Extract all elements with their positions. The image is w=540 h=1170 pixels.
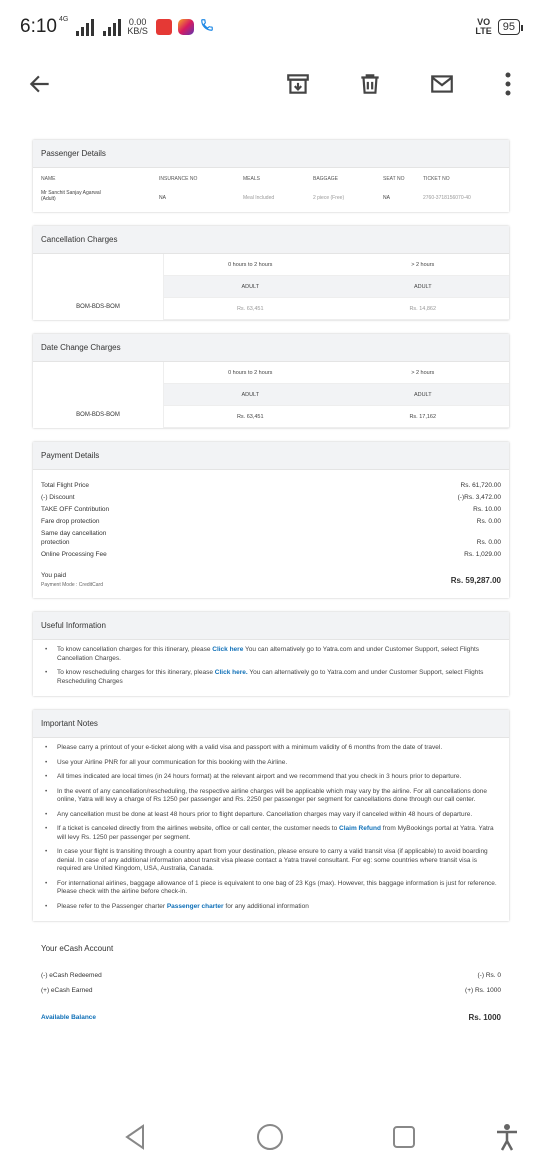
section-title: Payment Details (33, 442, 509, 470)
text: from MyBookings portal at Yatra. Yatra will levy Rs. 1250 per passenger per segment. (57, 825, 494, 841)
back-arrow-icon (27, 71, 53, 97)
square-recents-icon (392, 1125, 416, 1149)
back-button[interactable] (22, 66, 58, 102)
status-bar (0, 0, 540, 54)
signal-icon (76, 18, 121, 36)
cancellation-table (33, 254, 509, 320)
meals-value: Meal Included (243, 195, 275, 201)
col-name: NAME (41, 176, 56, 182)
ticket-value: 2760-3718156070-40 (423, 195, 471, 201)
pax-type-2: ADULT (413, 283, 432, 290)
total-paid: Rs. 59,287.00 (450, 576, 501, 585)
useful-information-card (33, 612, 509, 696)
pax-type-row (163, 276, 509, 298)
notes-list (33, 738, 509, 921)
charge-1: Rs. 63,451 (236, 305, 264, 312)
payment-row (33, 550, 509, 559)
baggage-value: 2 piece (Free) (313, 195, 345, 201)
row-label: (+) eCash Earned (41, 987, 93, 994)
window-2: > 2 hours (411, 369, 435, 376)
available-balance-row (33, 1013, 509, 1022)
useful-list (33, 640, 509, 696)
row-label: Fare drop protection (41, 518, 100, 525)
accessibility-icon (495, 1123, 519, 1151)
passenger-type: (Adult) (41, 196, 56, 202)
charge-2: Rs. 14,862 (409, 305, 437, 312)
col-insurance: INSURANCE NO (159, 176, 198, 182)
charge-1: Rs. 63,451 (236, 413, 264, 420)
triangle-back-icon (123, 1124, 147, 1150)
row-label: Same day cancellation protection (41, 530, 107, 546)
text: You can alternatively go to Yatra.com and under Customer Support, select Flights Rescheduling Charges (57, 669, 484, 685)
col-seat: SEAT NO (383, 176, 405, 182)
list-item (45, 903, 501, 912)
section-title: Important Notes (33, 710, 509, 738)
text: If a ticket is canceled directly from the airlines website, office or call center, the customer needs to (57, 825, 338, 832)
row-value: Rs. 1,029.00 (464, 551, 501, 558)
section-title: Useful Information (33, 612, 509, 640)
list-item: • In the event of any cancellation/rescheduling, the respective airline charges will be applicable which may vary by the airline. For all cancellations done online, Yatra will levy a charge of Rs 1250 per passenger and Rs. 2250 per passenger per segment for cancellations done through our call center. (45, 788, 501, 805)
time-window-row (163, 254, 509, 276)
pax-type-1: ADULT (241, 391, 260, 398)
ecash-earned-row (33, 986, 509, 995)
nav-back-button[interactable] (115, 1117, 155, 1157)
row-value: (-) Rs. 0 (477, 972, 501, 979)
col-meals: MEALS (243, 176, 260, 182)
name-line: Mr Sanchit Sanjay Agarwal (41, 190, 101, 196)
date-change-table (33, 362, 509, 428)
payment-row (33, 517, 509, 526)
row-label: Available Balance (41, 1014, 97, 1021)
nav-recents-button[interactable] (384, 1117, 424, 1157)
route: BOM-BDS-BOM (76, 412, 120, 418)
passenger-header-row (33, 168, 509, 186)
row-value: Rs. 10.00 (473, 506, 501, 513)
text: for any additional information (225, 902, 309, 910)
network-speed (127, 18, 148, 36)
passenger-row (33, 186, 509, 212)
text: You can alternatively go to Yatra.com and under Customer Support, select Flights Cancellation Charges. (57, 646, 480, 662)
archive-button[interactable] (280, 66, 316, 102)
row-label: TAKE OFF Contribution (41, 506, 110, 513)
navigation-bar (0, 1105, 540, 1170)
pax-type-1: ADULT (241, 283, 260, 290)
ecash-redeemed-row (33, 971, 509, 980)
charge-row (163, 406, 509, 428)
email-body (33, 140, 509, 1042)
speed-value: 0.00 (128, 17, 147, 27)
claim-refund-link[interactable]: Claim Refund (339, 825, 381, 832)
window-2: > 2 hours (411, 261, 435, 268)
rescheduling-charges-link[interactable]: Click here. (214, 669, 248, 676)
list-item (45, 825, 501, 842)
list-item: • For international airlines, baggage allowance of 1 piece is equivalent to one bag of 23 Kgs (max). However, this baggage information is just for reference. Please check with the airline before check-in. (45, 880, 501, 897)
you-paid-block (41, 571, 103, 590)
payment-row (33, 493, 509, 502)
row-value: Rs. 0.00 (476, 518, 501, 525)
time-window-row (163, 362, 509, 384)
toolbar (0, 54, 540, 114)
delete-button[interactable] (352, 66, 388, 102)
col-baggage: BAGGAGE (313, 176, 339, 182)
notification-icons (156, 18, 214, 37)
route: BOM-BDS-BOM (76, 304, 120, 310)
row-label: (-) eCash Redeemed (41, 972, 102, 979)
cancellation-charges-link[interactable]: Click here (212, 646, 244, 653)
list-item: • In case your flight is transiting through a country apart from your destination, please ensure to carry a valid transit visa (if applicable) to avoid boarding denial. In case of any additional information about transit visa please contact a Yatra travel consultant. For eg: some countries where transit visa is required are United Kingdom, USA, Australia, Canada. (45, 848, 501, 874)
pax-type-row (163, 384, 509, 406)
text: To know cancellation charges for this itinerary, please (57, 646, 211, 653)
list-item: • Use your Airline PNR for all your communication for this booking with the Airline. (45, 759, 501, 768)
volte-top: VO (477, 17, 491, 27)
passenger-name (41, 190, 159, 202)
list-item: • Any cancellation must be done at least 48 hours prior to flight departure. Cancellation charges may vary if canceled within 48 hours of departure. (45, 811, 501, 820)
volte-indicator (475, 18, 491, 36)
network-type: 4G (58, 15, 69, 23)
window-1: 0 hours to 2 hours (228, 261, 273, 268)
you-paid-row (33, 571, 509, 590)
payment-row (33, 529, 509, 547)
mail-icon (429, 71, 455, 97)
window-1: 0 hours to 2 hours (228, 369, 273, 376)
calendar-app-icon (156, 19, 172, 35)
row-value: Rs. 0.00 (476, 539, 501, 546)
list-item: • Please carry a printout of your e-ticket along with a valid visa and passport with a minimum validity of 6 months from the date of travel. (45, 744, 501, 753)
payment-mode: Payment Mode : CreditCard (41, 582, 103, 588)
mark-unread-button[interactable] (424, 66, 460, 102)
section-title: Your eCash Account (33, 935, 509, 962)
phone-icon (200, 18, 214, 37)
trash-icon (357, 71, 383, 97)
date-change-columns (163, 362, 509, 428)
text: Please refer to the Passenger charter (57, 902, 166, 910)
list-item: • All times indicated are local times (in 24 hours format) at the relevant airport and we recommend that you check in 3 hours prior to departure. (45, 773, 501, 782)
pax-type-2: ADULT (413, 391, 432, 398)
volte-bottom: LTE (475, 26, 492, 36)
row-value: (+) Rs. 1000 (465, 987, 501, 994)
row-label: (-) Discount (41, 494, 75, 501)
instagram-icon (178, 19, 194, 35)
payment-row (33, 505, 509, 514)
seat-value: NA (383, 195, 390, 201)
charge-2: Rs. 17,162 (409, 413, 437, 420)
charge-row (163, 298, 509, 320)
passenger-charter-link[interactable]: Passenger charter (166, 902, 224, 910)
date-change-charges-card (33, 334, 509, 428)
cancellation-charges-card (33, 226, 509, 320)
row-label: Total Flight Price (41, 482, 90, 489)
section-title: Cancellation Charges (33, 226, 509, 254)
section-title: Passenger Details (33, 140, 509, 168)
balance-value: Rs. 1000 (468, 1013, 501, 1022)
archive-icon (285, 71, 311, 97)
row-label: Online Processing Fee (41, 551, 107, 558)
circle-home-icon (256, 1123, 284, 1151)
list-item (45, 669, 501, 686)
section-title: Date Change Charges (33, 334, 509, 362)
more-vert-icon (503, 71, 513, 97)
clock: 6:10 (20, 16, 57, 37)
cancellation-columns (163, 254, 509, 320)
row-value: Rs. 61,720.00 (460, 482, 501, 489)
battery-icon: 95 (498, 19, 520, 35)
speed-unit: KB/S (127, 26, 148, 36)
insurance-value: NA (159, 195, 166, 201)
list-item (45, 646, 501, 663)
payment-row (33, 481, 509, 490)
payment-details-card (33, 442, 509, 598)
nav-home-button[interactable] (250, 1117, 290, 1157)
row-value: (-)Rs. 3,472.00 (457, 494, 501, 501)
text: To know rescheduling charges for this itinerary, please (57, 669, 213, 676)
ecash-account-card (33, 935, 509, 1028)
accessibility-button[interactable] (487, 1117, 527, 1157)
you-paid-label: You paid (41, 572, 67, 579)
col-ticket: TICKET NO (423, 176, 450, 182)
passenger-details-card (33, 140, 509, 212)
important-notes-card (33, 710, 509, 921)
more-options-button[interactable] (490, 66, 526, 102)
